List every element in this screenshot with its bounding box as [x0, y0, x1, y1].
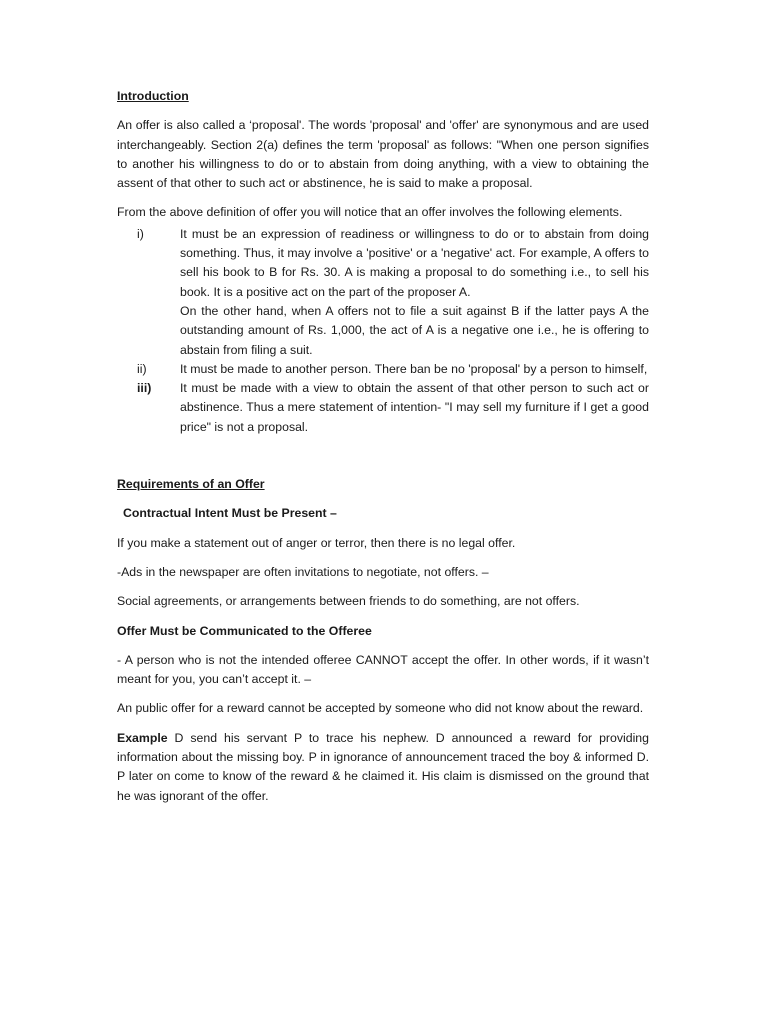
public-offer-paragraph: An public offer for a reward cannot be accepted by someone who did not know about the reward. [117, 701, 644, 716]
contractual-intent-subheading: Contractual Intent Must be Present – [123, 506, 337, 521]
list-item [117, 225, 649, 360]
document-page [117, 87, 649, 816]
intro-heading: Introduction [117, 89, 189, 103]
intro-paragraph: An offer is also called a ‘proposal'. The words 'proposal' and 'offer' are synonymous and are used interchangeably. Section 2(a) defines the term 'proposal' as follows: "When one person signifies to another his willingness to do or to abstain from doing anything, with a view to obtaining the assent of that other to such act or abstinence, he is said to make a proposal. [117, 118, 649, 191]
section-spacer [117, 437, 649, 475]
list-item-body [180, 225, 649, 360]
list-item-number: i) [137, 226, 144, 241]
list-item-number: iii) [137, 381, 152, 396]
list-item-body [180, 379, 649, 437]
intended-offeree-paragraph: - A person who is not the intended offeree CANNOT accept the offer. In other words, if it wasn’t meant for you, you can’t accept it. – [117, 652, 649, 687]
example-paragraph [117, 729, 649, 806]
ads-paragraph: -Ads in the newspaper are often invitations to negotiate, not offers. – [117, 564, 489, 579]
definition-paragraph: From the above definition of offer you will notice that an offer involves the following elements. [117, 205, 623, 220]
social-agreements-paragraph: Social agreements, or arrangements between friends to do something, are not offers. [117, 594, 580, 609]
example-text: D send his servant P to trace his nephew. D announced a reward for providing information about the missing boy. P in ignorance of announcement traced the boy & informed D. P later on come to know of the reward & he claimed it. His claim is dismissed on the ground that he was ignorant of the offer. [117, 730, 649, 803]
list-item-number: ii) [137, 361, 147, 376]
list-item-text: It must be an expression of readiness or willingness to do or to abstain from doing something. Thus, it may involve a 'positive' or a 'negative' act. For example, A offers to sell his book to B for Rs. 30. A is making a proposal to do something i.e., to sell his book. It is a positive act on the part of the proposer A. [180, 226, 649, 299]
example-label: Example [117, 730, 168, 745]
requirements-heading: Requirements of an Offer [117, 477, 265, 492]
list-item [117, 360, 649, 379]
list-item-text: It must be made to another person. There ban be no 'proposal' by a person to himself, [180, 361, 648, 376]
list-item-body [180, 360, 649, 379]
list-item-text: It must be made with a view to obtain the assent of that other person to such act or abstinence. Thus a mere statement of intention- "I may sell my furniture if I get a good price" is not a proposal. [180, 381, 649, 434]
anger-terror-paragraph: If you make a statement out of anger or terror, then there is no legal offer. [117, 535, 516, 550]
list-item [117, 379, 649, 437]
elements-list [117, 225, 649, 437]
list-item-text: On the other hand, when A offers not to file a suit against B if the latter pays A the outstanding amount of Rs. 1,000, the act of A is a negative one i.e., he is offering to abstain from filing a suit. [180, 303, 649, 357]
communicated-subheading: Offer Must be Communicated to the Offeree [117, 623, 372, 638]
